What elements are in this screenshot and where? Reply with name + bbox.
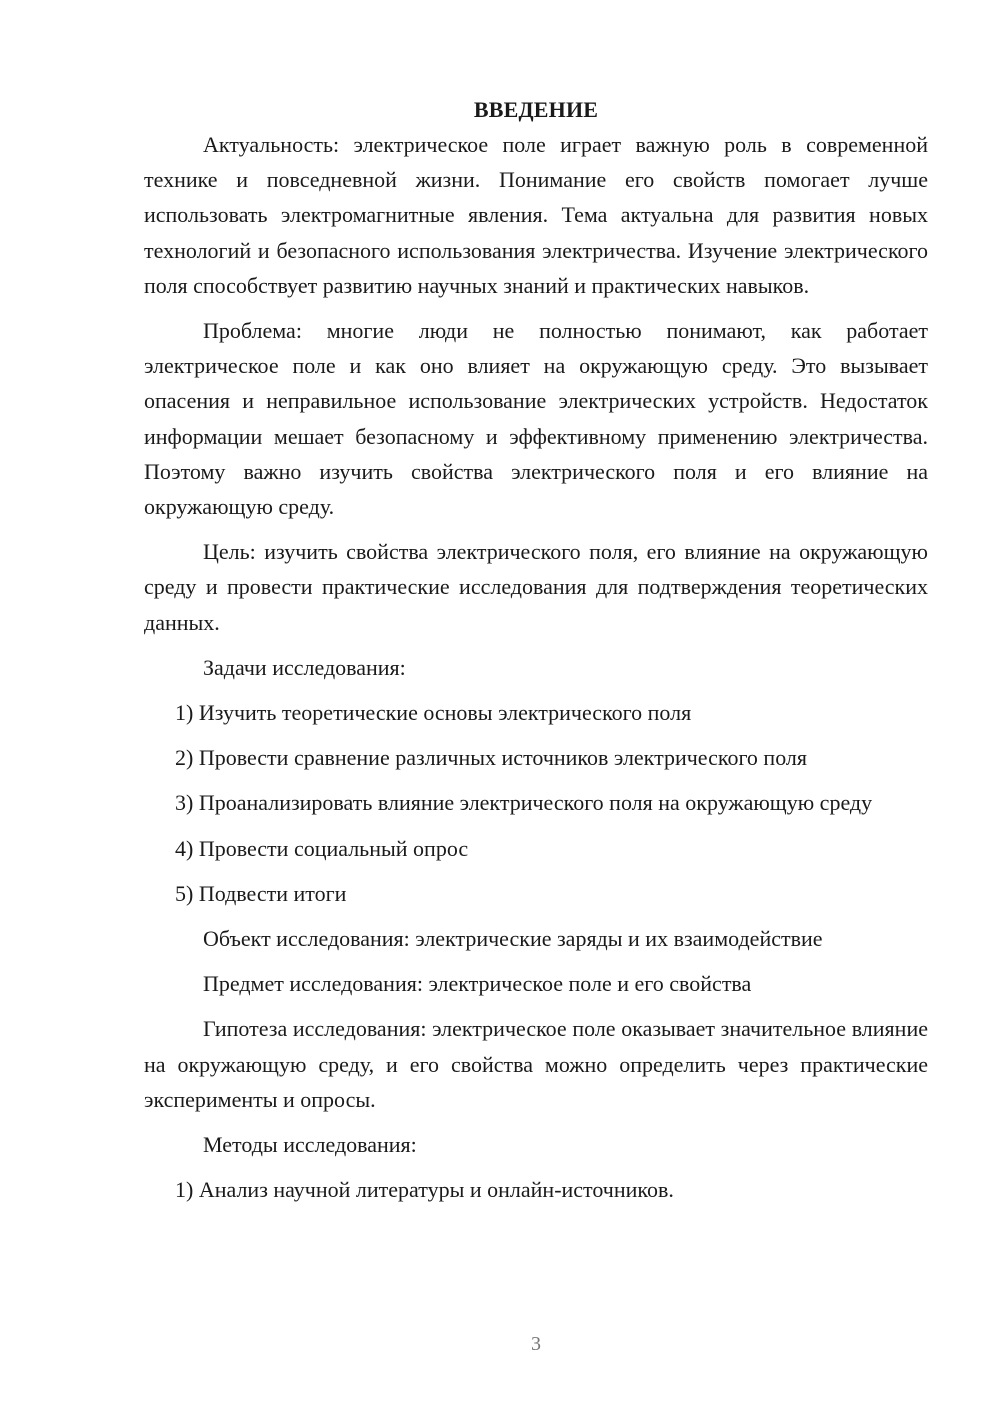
document-page	[144, 92, 928, 1217]
paragraph-object: Объект исследования: электрические заряды и их взаимодействие	[203, 926, 823, 952]
task-item-1: 1) Изучить теоретические основы электрического поля	[175, 700, 692, 726]
paragraph-goal: Цель: изучить свойства электрического поля, его влияние на окружающую среду и провести практические исследования для подтверждения теоретических данных.	[144, 539, 928, 635]
page-number: 3	[531, 1333, 541, 1355]
paragraph-relevance: Актуальность: электрическое поле играет важную роль в современной технике и повседневной жизни. Понимание его свойств помогает лучше использовать электромагнитные явления. Тема актуальна для развития новых технологий и безопасного использования электричества. Изучение электрического поля способствует развитию научных знаний и практических навыков.	[144, 132, 928, 298]
tasks-heading: Задачи исследования:	[203, 654, 406, 680]
section-title: ВВЕДЕНИЕ	[473, 97, 599, 122]
paragraph-hypothesis: Гипотеза исследования: электрическое поле оказывает значительное влияние на окружающую среду, и его свойства можно определить через практические эксперименты и опросы.	[144, 1016, 928, 1112]
task-item-5: 5) Подвести итоги	[175, 880, 347, 906]
method-item-1: 1) Анализ научной литературы и онлайн-источников.	[175, 1177, 674, 1203]
task-item-4: 4) Провести социальный опрос	[175, 835, 469, 861]
paragraph-problem: Проблема: многие люди не полностью понимают, как работает электрическое поле и как оно влияет на окружающую среду. Это вызывает опасения и неправильное использование электрических устройств. Недостаток информации мешает безопасному и эффективному применению электричества. Поэтому важно изучить свойства электрического поля и его влияние на окружающую среду.	[144, 318, 928, 520]
methods-heading: Методы исследования:	[203, 1132, 417, 1158]
task-item-2: 2) Провести сравнение различных источников электрического поля	[175, 745, 808, 771]
paragraph-subject: Предмет исследования: электрическое поле и его свойства	[203, 971, 752, 997]
task-item-3: 3) Проанализировать влияние электрического поля на окружающую среду	[175, 790, 873, 816]
